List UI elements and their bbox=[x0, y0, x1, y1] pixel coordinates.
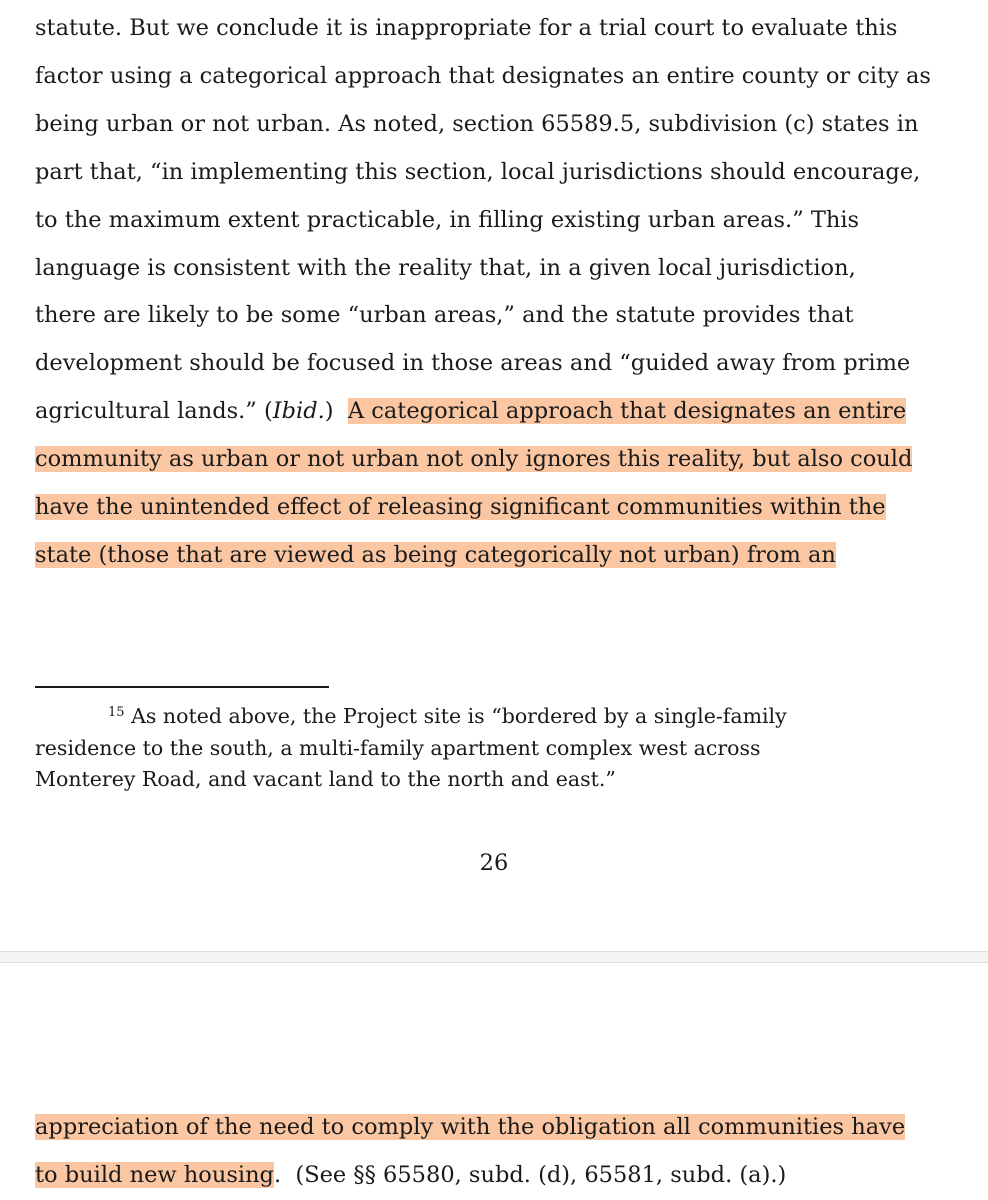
footnote-line bbox=[108, 703, 787, 729]
body-text-line: statute. But we conclude it is inappropriate for a trial court to evaluate this bbox=[35, 15, 898, 41]
plain-text: ) bbox=[324, 398, 348, 424]
body-text-line: part that, “in implementing this section, local jurisdictions should encourage, bbox=[35, 159, 921, 185]
page-number: 26 bbox=[479, 850, 509, 876]
body-text-line: to the maximum extent practicable, in filling existing urban areas.” This bbox=[35, 207, 860, 233]
highlighted-text: state (those that are viewed as being categorically not urban) from an bbox=[35, 542, 836, 568]
body-text-line bbox=[35, 1112, 905, 1142]
footnote-separator bbox=[35, 686, 329, 688]
page-break bbox=[0, 951, 988, 963]
footnote-text: As noted above, the Project site is “bordered by a single-family bbox=[131, 704, 787, 728]
highlighted-text: A categorical approach that designates an entire bbox=[347, 398, 907, 424]
body-text-line: factor using a categorical approach that designates an entire county or city as bbox=[35, 63, 931, 89]
highlighted-text: to build new housing bbox=[35, 1162, 274, 1188]
body-text-line-mixed bbox=[35, 396, 906, 426]
body-text-line: language is consistent with the reality that, in a given local jurisdiction, bbox=[35, 255, 856, 281]
body-text-line: being urban or not urban. As noted, section 65589.5, subdivision (c) states in bbox=[35, 111, 919, 137]
body-text-line: there are likely to be some “urban areas,” and the statute provides that bbox=[35, 302, 854, 328]
body-text-line: development should be focused in those areas and “guided away from prime bbox=[35, 350, 911, 376]
highlighted-text: have the unintended effect of releasing significant communities within the bbox=[35, 494, 886, 520]
citation-italic: Ibid. bbox=[272, 398, 325, 424]
highlighted-text: appreciation of the need to comply with the obligation all communities have bbox=[35, 1114, 906, 1140]
highlighted-text: community as urban or not urban not only ignores this reality, but also could bbox=[35, 446, 913, 472]
plain-text: . (See §§ 65580, subd. (d), 65581, subd. (a).) bbox=[273, 1162, 787, 1188]
body-text-line-mixed bbox=[35, 1160, 786, 1190]
plain-text: agricultural lands.” ( bbox=[35, 398, 273, 424]
body-text-line bbox=[35, 540, 836, 570]
body-text-line bbox=[35, 492, 886, 522]
footnote-number: 15 bbox=[108, 705, 125, 720]
footnote-line: Monterey Road, and vacant land to the north and east.” bbox=[35, 767, 616, 791]
body-text-line bbox=[35, 444, 912, 474]
footnote-line: residence to the south, a multi-family apartment complex west across bbox=[35, 736, 761, 760]
document-page-27 bbox=[0, 963, 988, 1200]
